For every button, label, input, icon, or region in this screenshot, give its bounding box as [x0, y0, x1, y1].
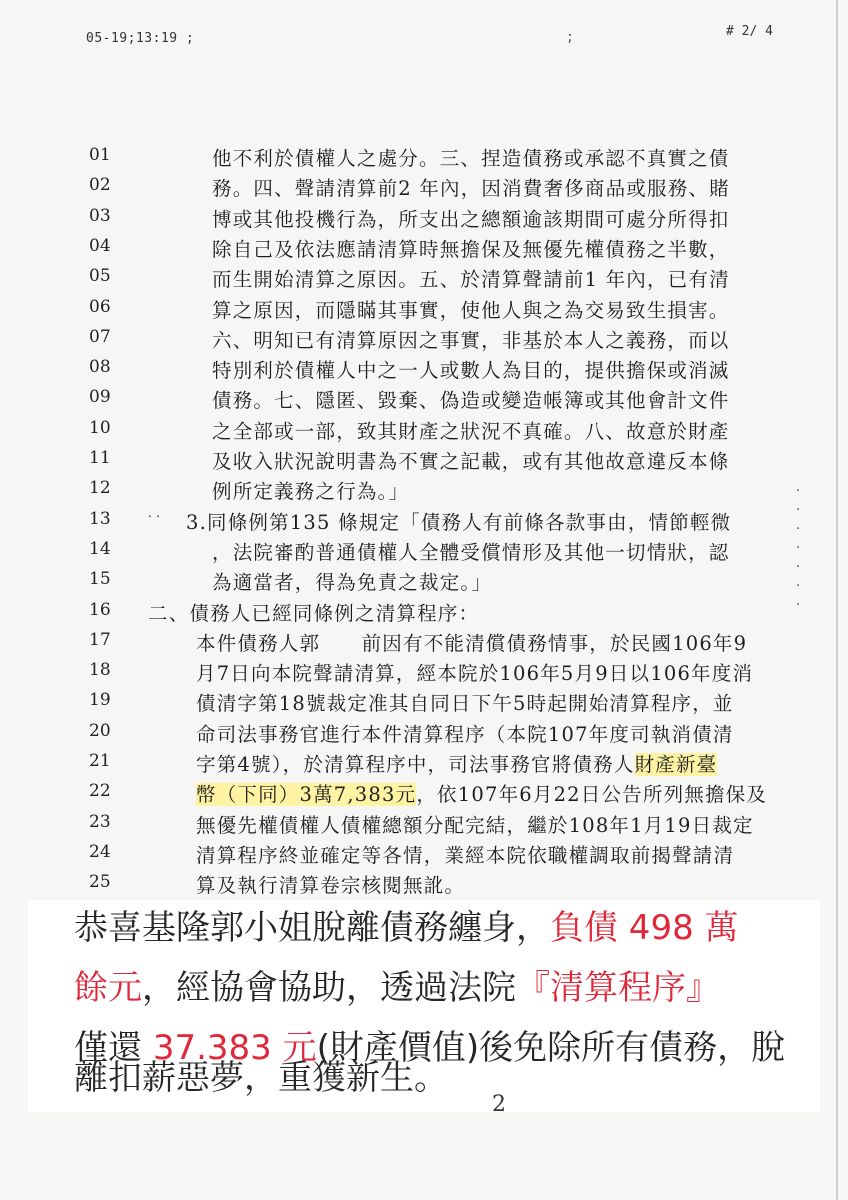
line-text [212, 295, 730, 323]
text-line [0, 749, 848, 779]
line-number: 13 [89, 508, 111, 529]
text-line [0, 719, 848, 749]
fax-mark: ; [566, 30, 574, 45]
line-number: 03 [89, 205, 111, 226]
line-number: 21 [89, 751, 111, 771]
line-number: 20 [89, 720, 111, 741]
margin-dots: · · · · · · · [796, 484, 801, 613]
line-text [212, 537, 730, 565]
line-body: 債清字第18號裁定准其自同日下午5時起開始清算程序，並 [196, 692, 734, 716]
line-body: 為適當者，得為免責之裁定。」 [212, 571, 493, 595]
line-number: 15 [89, 569, 111, 590]
line-number: 11 [89, 448, 111, 468]
line-number: 04 [89, 235, 111, 256]
line-text [196, 628, 747, 656]
line-text [212, 325, 730, 353]
line-body: 六、明知已有清算原因之事實，非基於本人之義務，而以 [212, 328, 730, 352]
line-text [212, 446, 730, 474]
summary-debt-unit: 餘元 [74, 968, 142, 1008]
text-line [0, 628, 848, 658]
summary-repaid-amount: 37.383 元 [152, 1028, 317, 1068]
line-text [196, 779, 767, 807]
line-body: 清算程序終並確定等各情，業經本院依職權調取前揭聲請清 [196, 843, 735, 867]
line-number: 25 [89, 872, 111, 893]
line-body: 他不利於債權人之處分。三、捏造債務或承認不真實之債 [212, 147, 730, 170]
text-line [0, 810, 848, 840]
line-number: 06 [89, 296, 111, 317]
text-line [0, 295, 848, 325]
text-line [0, 537, 848, 567]
line-text [212, 204, 730, 232]
line-text [212, 264, 730, 292]
line-text [196, 658, 753, 686]
line-number: 19 [89, 690, 111, 711]
line-body: 命司法事務官進行本件清算程序（本院107年度司執消債清 [196, 722, 734, 746]
text-line [0, 204, 848, 234]
text-line [0, 264, 848, 294]
text-line [0, 446, 848, 476]
line-text [212, 173, 730, 201]
line-number: 17 [89, 629, 111, 650]
line-number: 14 [89, 538, 111, 559]
line-body: 及收入狀況說明書為不實之記載，或有其他故意違反本條 [212, 450, 730, 473]
line-number: 12 [89, 478, 111, 499]
page-number: 2 [492, 1092, 506, 1117]
text-line [0, 779, 848, 809]
line-text [196, 749, 717, 777]
fax-timestamp: 05-19;13:19 ; [86, 31, 195, 46]
summary-line-2 [74, 958, 814, 1018]
line-number: 05 [89, 266, 111, 287]
line-text [212, 234, 730, 262]
line-body: 例所定義務之行為。」 [212, 480, 410, 504]
text-line [0, 143, 848, 173]
line-text [196, 719, 734, 747]
line-body: 務。四、聲請清算前2 年內，因消費奢侈商品或服務、賭 [212, 177, 730, 201]
line-number: 07 [89, 326, 111, 347]
line-number: 22 [89, 781, 111, 802]
line-number: 10 [89, 417, 111, 438]
text-line [0, 385, 848, 415]
line-text [212, 385, 730, 413]
summary-debt-amount: 負債 498 萬 [550, 908, 739, 948]
line-body: 本件債務人郭 前因有不能清償債務情事，於民國106年9 [196, 631, 748, 655]
line-text [212, 416, 730, 444]
line-text [212, 355, 730, 383]
margin-mark: ⸱ ⸱ [148, 508, 160, 525]
line-number: 16 [89, 599, 111, 620]
line-number: 09 [89, 387, 111, 408]
line-number: 01 [89, 145, 111, 165]
line-text [196, 870, 465, 898]
text-line [0, 840, 848, 870]
fax-page-mark: # 2/ 4 [726, 24, 773, 39]
summary-text: (財產價值)後免除所有債務，脫 [316, 1028, 786, 1068]
line-text [212, 143, 730, 171]
text-line [0, 507, 848, 537]
text-line [0, 355, 848, 385]
text-line [0, 688, 848, 718]
line-body: 債務。七、隱匿、毀棄、偽造或變造帳簿或其他會計文件 [212, 389, 730, 413]
text-line [0, 476, 848, 506]
line-text [212, 567, 492, 595]
line-body: 3.同條例第135 條規定「債務人有前條各款事由，情節輕微 [186, 510, 732, 534]
summary-procedure: 『清算程序』 [516, 968, 720, 1008]
summary-text: 恭喜基隆郭小姐脫離債務纏身， [74, 908, 550, 948]
summary-line-1 [74, 898, 814, 958]
line-body: ，依107年6月22日公告所列無擔保及 [416, 783, 768, 807]
line-body: 月7日向本院聲請清算，經本院於106年5月9日以106年度消 [196, 662, 754, 686]
summary-line-4 [74, 1048, 814, 1108]
text-line [0, 173, 848, 203]
summary-text: 離扣薪惡夢，重獲新生。 [74, 1058, 448, 1098]
text-line [0, 598, 848, 628]
line-text [212, 476, 409, 504]
line-body: 而生開始清算之原因。五、於清算聲請前1 年內，已有清 [212, 268, 730, 292]
text-line [0, 870, 848, 900]
highlighted-text: 幣（下同）3萬7,383元 [196, 783, 417, 807]
line-number: 23 [89, 811, 111, 832]
line-number: 18 [89, 660, 111, 681]
line-body: 特別利於債權人中之一人或數人為目的，提供擔保或消滅 [212, 359, 730, 383]
line-number: 08 [89, 357, 111, 378]
line-text [196, 688, 734, 716]
line-body: 算及執行清算卷宗核閱無訛。 [196, 874, 466, 898]
line-body: 算之原因，而隱瞞其事實，使他人與之為交易致生損害。 [212, 298, 730, 322]
text-line [0, 567, 848, 597]
line-body: 二、債務人已經同條例之清算程序： [148, 601, 480, 625]
summary-text: 僅還 [74, 1028, 153, 1068]
line-body: 除自己及依法應請清算時無擔保及無優先權債務之半數， [212, 237, 730, 261]
line-text [186, 507, 731, 535]
line-body: 博或其他投機行為，所支出之總額逾該期間可處分所得扣 [212, 207, 730, 231]
text-line [0, 416, 848, 446]
line-body: 無優先權債權人債權總額分配完結，繼於108年1月19日裁定 [196, 813, 754, 837]
line-body: 之全部或一部，致其財產之狀況不真確。八、故意於財產 [212, 419, 730, 443]
line-text [148, 598, 479, 626]
line-text [196, 840, 734, 868]
line-number: 02 [89, 175, 111, 196]
summary-text: ，經協會協助，透過法院 [142, 968, 516, 1008]
highlighted-text: 財產新臺 [634, 753, 718, 776]
line-body: 字第4號），於清算程序中，司法事務官將債務人 [196, 753, 635, 776]
text-line [0, 658, 848, 688]
text-line [0, 325, 848, 355]
line-number: 24 [89, 841, 111, 862]
text-line [0, 234, 848, 264]
line-text [196, 810, 754, 838]
line-body: ，法院審酌普通債權人全體受償情形及其他一切情狀，認 [212, 540, 730, 564]
